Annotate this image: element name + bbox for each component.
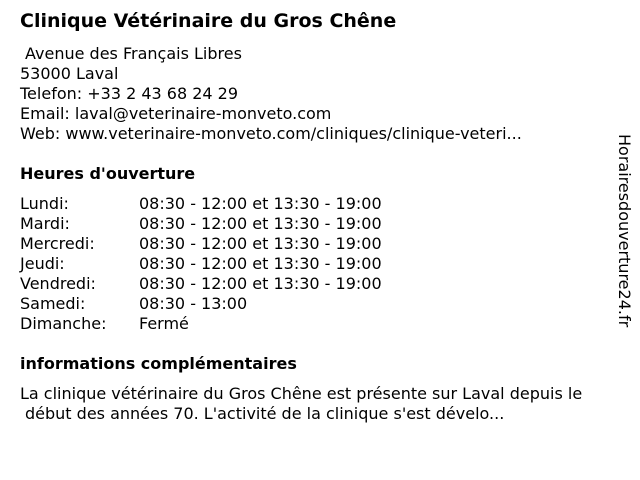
website-link[interactable]: Web: www.veterinaire-monveto.com/cliniques/clinique-veteri... [20, 124, 522, 143]
opening-hours-heading: Heures d'ouverture [20, 164, 196, 183]
day-label: Lundi: [20, 194, 69, 213]
phone-number[interactable]: Telefon: +33 2 43 68 24 29 [20, 84, 239, 103]
day-label: Mardi: [20, 214, 70, 233]
day-label: Mercredi: [20, 234, 95, 253]
info-line-2: début des années 70. L'activité de la clinique s'est dévelo... [25, 404, 505, 423]
site-watermark: Horairesdouverture24.fr [615, 134, 634, 328]
day-label: Dimanche: [20, 314, 107, 333]
email-address[interactable]: Email: laval@veterinaire-monveto.com [20, 104, 332, 123]
time-value: 08:30 - 12:00 et 13:30 - 19:00 [139, 274, 382, 293]
additional-info-text [20, 384, 632, 424]
contact-block [20, 44, 522, 144]
info-line-1: La clinique vétérinaire du Gros Chêne est présente sur Laval depuis le [20, 384, 583, 403]
time-value: Fermé [139, 314, 189, 333]
additional-info-heading: informations complémentaires [20, 354, 297, 373]
page-title: Clinique Vétérinaire du Gros Chêne [20, 10, 397, 32]
time-value: 08:30 - 13:00 [139, 294, 248, 313]
city-address: 53000 Laval [20, 64, 119, 83]
day-label: Jeudi: [20, 254, 65, 273]
time-value: 08:30 - 12:00 et 13:30 - 19:00 [139, 214, 382, 233]
time-value: 08:30 - 12:00 et 13:30 - 19:00 [139, 234, 382, 253]
time-value: 08:30 - 12:00 et 13:30 - 19:00 [139, 194, 382, 213]
street-address: Avenue des Français Libres [25, 44, 242, 63]
day-label: Vendredi: [20, 274, 96, 293]
time-value: 08:30 - 12:00 et 13:30 - 19:00 [139, 254, 382, 273]
day-label: Samedi: [20, 294, 86, 313]
